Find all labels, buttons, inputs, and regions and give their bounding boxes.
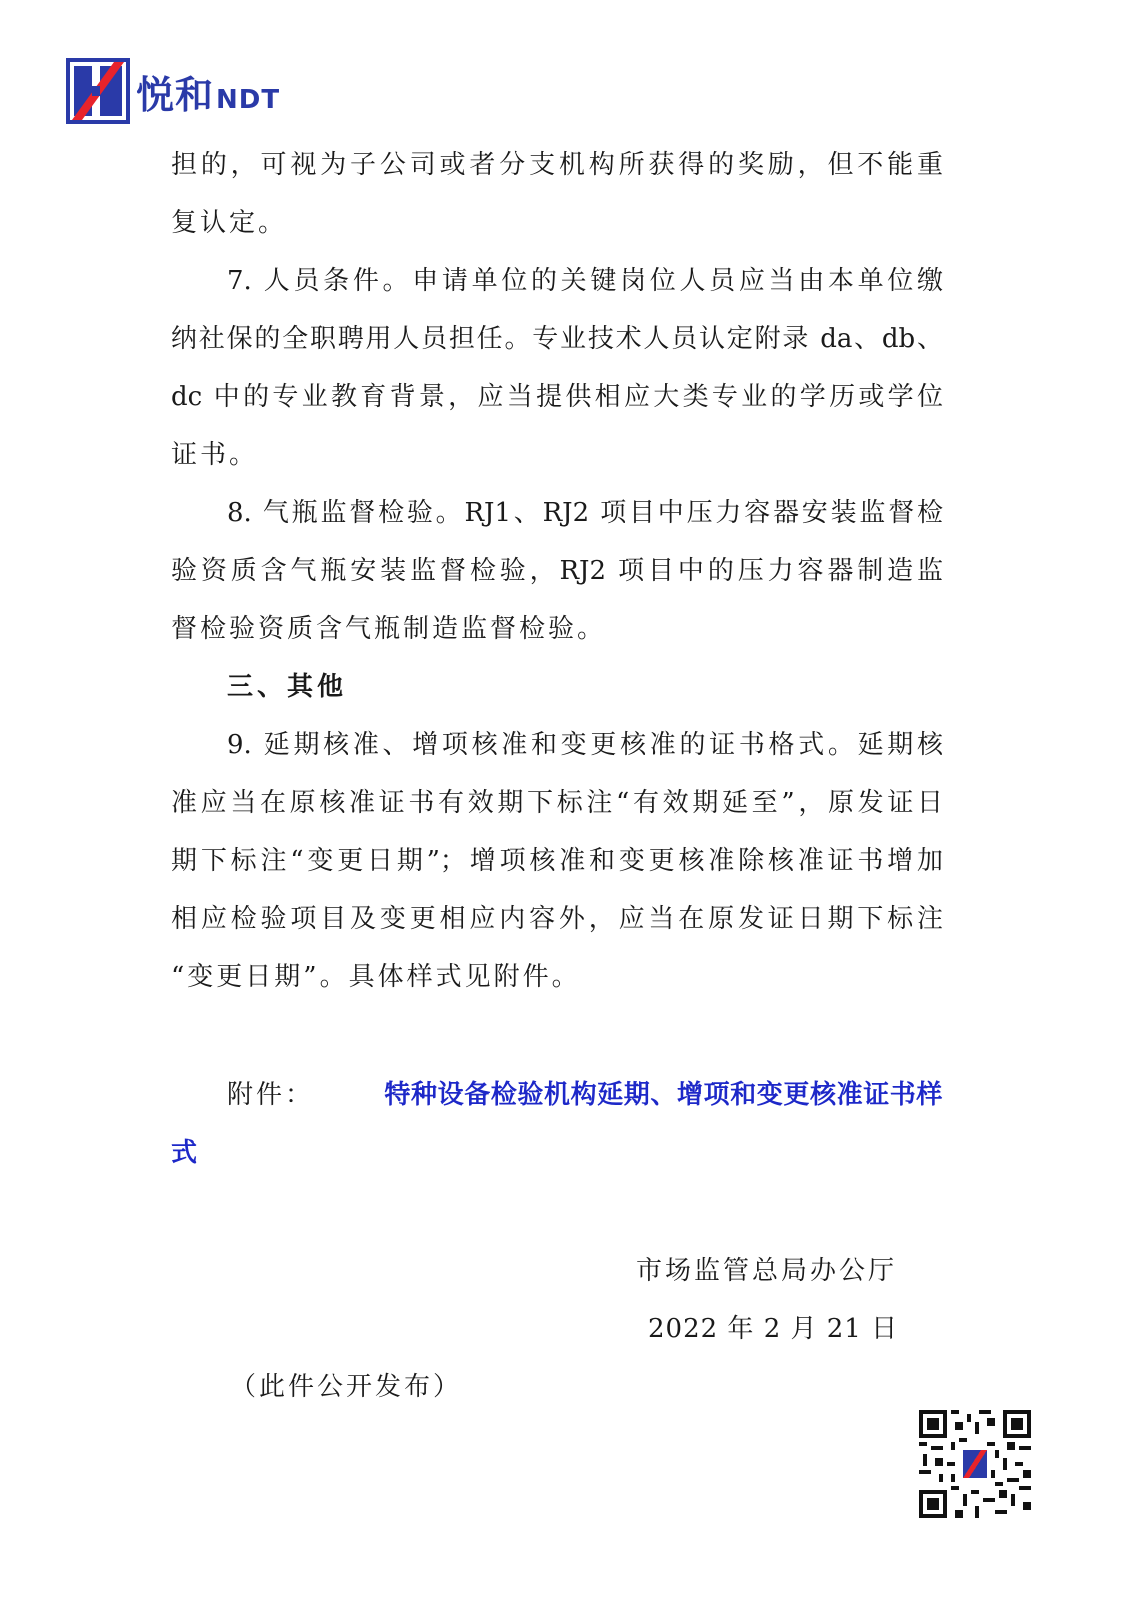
paragraph-line: 证书。 [171,440,259,470]
paragraph-line: 相应检验项目及变更相应内容外，应当在原发证日期下标注 [171,904,943,934]
paragraph-line: 督检验资质含气瓶制造监督检验。 [171,614,607,644]
paragraph-line: 8. 气瓶监督检验。RJ1、RJ2 项目中压力容器安装监督检 [227,498,943,528]
paragraph-line: 担的，可视为子公司或者分支机构所获得的奖励，但不能重 [171,150,943,180]
attachment-label: 附件： [227,1080,315,1110]
document-body [171,136,943,1006]
paragraph-line: 复认定。 [171,208,288,238]
paragraph-line: 9. 延期核准、增项核准和变更核准的证书格式。延期核 [227,730,943,760]
paragraph-line: 验资质含气瓶安装监督检验，RJ2 项目中的压力容器制造监 [171,556,943,586]
paragraph-line: 准应当在原核准证书有效期下标注“有效期延至”，原发证日 [171,788,943,818]
qr-code-icon [919,1410,1031,1518]
paragraph-line: dc 中的专业教育背景，应当提供相应大类专业的学历或学位 [171,382,943,412]
issuer-name: 市场监管总局办公厅 [636,1256,898,1286]
paragraph-line: 期下标注“变更日期”；增项核准和变更核准除核准证书增加 [171,846,943,876]
attachment-link-continued[interactable]: 式 [171,1138,198,1168]
attachment-block [171,1066,943,1182]
paragraph-line: 纳社保的全职聘用人员担任。专业技术人员认定附录 da、db、 [171,324,943,354]
logo-english-text: NDT [216,84,281,115]
publication-note: （此件公开发布） [230,1372,463,1402]
section-heading: 三、其他 [227,672,348,702]
logo-mark-icon [66,58,130,124]
issue-date: 2022 年 2 月 21 日 [648,1314,899,1344]
company-logo [66,56,280,126]
attachment-link[interactable]: 特种设备检验机构延期、增项和变更核准证书样 [384,1080,943,1110]
logo-chinese-text: 悦和 [136,72,215,117]
paragraph-line: 7. 人员条件。申请单位的关键岗位人员应当由本单位缴 [227,266,943,296]
paragraph-line: “变更日期”。具体样式见附件。 [171,962,581,992]
